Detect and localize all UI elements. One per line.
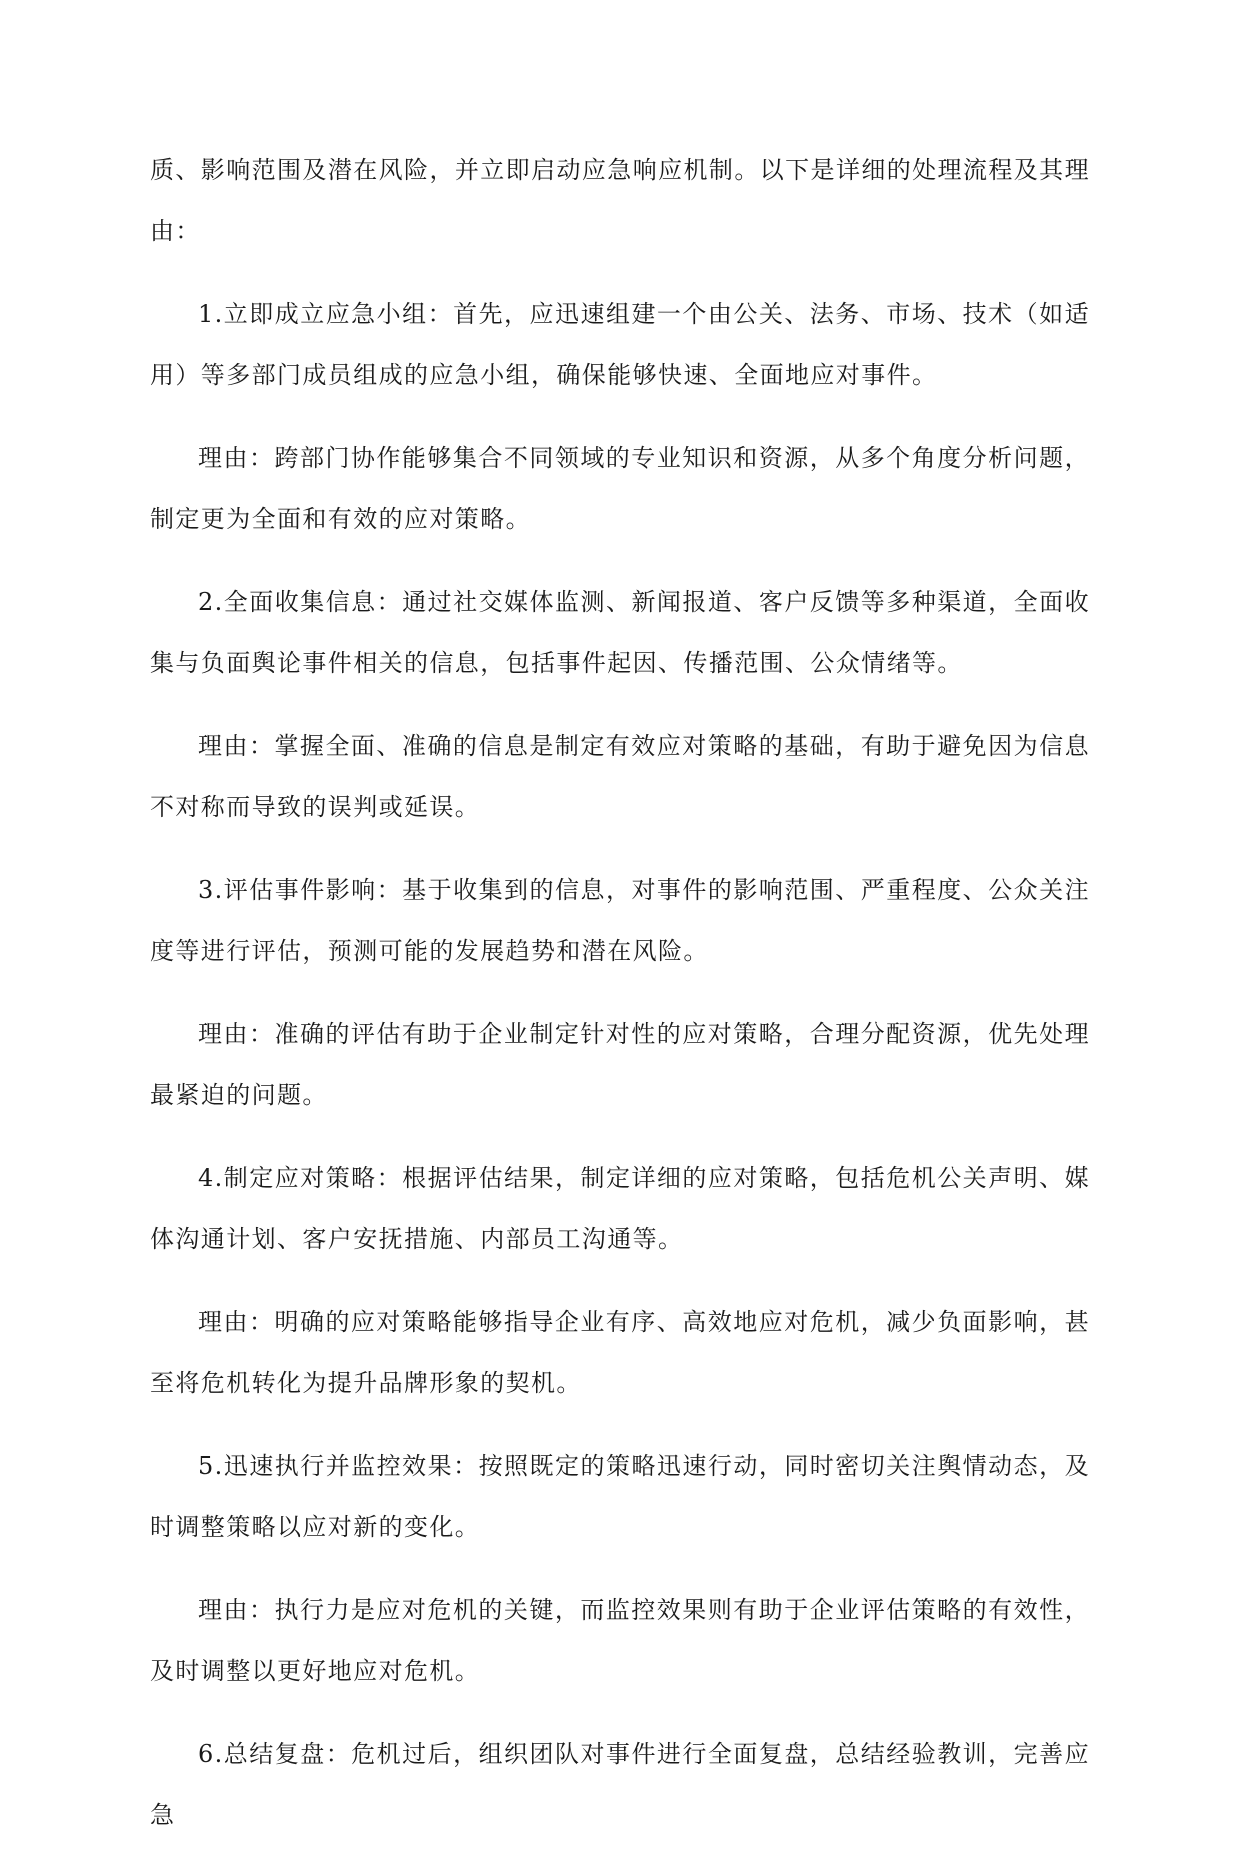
step-3-paragraph: 3.评估事件影响：基于收集到的信息，对事件的影响范围、严重程度、公众关注度等进行评估，预测可能的发展趋势和潜在风险。	[150, 876, 1090, 965]
intro-paragraph: 质、影响范围及潜在风险，并立即启动应急响应机制。以下是详细的处理流程及其理由：	[150, 156, 1090, 245]
step-4-reason-paragraph: 理由：明确的应对策略能够指导企业有序、高效地应对危机，减少负面影响，甚至将危机转化为提升品牌形象的契机。	[150, 1308, 1090, 1397]
step-2-reason-paragraph: 理由：掌握全面、准确的信息是制定有效应对策略的基础，有助于避免因为信息不对称而导致的误判或延误。	[150, 732, 1090, 821]
step-1-paragraph: 1.立即成立应急小组：首先，应迅速组建一个由公关、法务、市场、技术（如适用）等多部门成员组成的应急小组，确保能够快速、全面地应对事件。	[150, 300, 1090, 389]
step-6-paragraph: 6.总结复盘：危机过后，组织团队对事件进行全面复盘，总结经验教训，完善应急	[150, 1740, 1090, 1829]
step-2-paragraph: 2.全面收集信息：通过社交媒体监测、新闻报道、客户反馈等多种渠道，全面收集与负面舆论事件相关的信息，包括事件起因、传播范围、公众情绪等。	[150, 588, 1090, 677]
step-1-reason-paragraph: 理由：跨部门协作能够集合不同领域的专业知识和资源，从多个角度分析问题，制定更为全面和有效的应对策略。	[150, 444, 1090, 533]
step-5-reason-paragraph: 理由：执行力是应对危机的关键，而监控效果则有助于企业评估策略的有效性，及时调整以更好地应对危机。	[150, 1596, 1090, 1685]
step-3-reason-paragraph: 理由：准确的评估有助于企业制定针对性的应对策略，合理分配资源，优先处理最紧迫的问题。	[150, 1020, 1090, 1109]
step-5-paragraph: 5.迅速执行并监控效果：按照既定的策略迅速行动，同时密切关注舆情动态，及时调整策略以应对新的变化。	[150, 1452, 1090, 1541]
document-page	[150, 140, 1090, 1868]
step-4-paragraph: 4.制定应对策略：根据评估结果，制定详细的应对策略，包括危机公关声明、媒体沟通计划、客户安抚措施、内部员工沟通等。	[150, 1164, 1090, 1253]
